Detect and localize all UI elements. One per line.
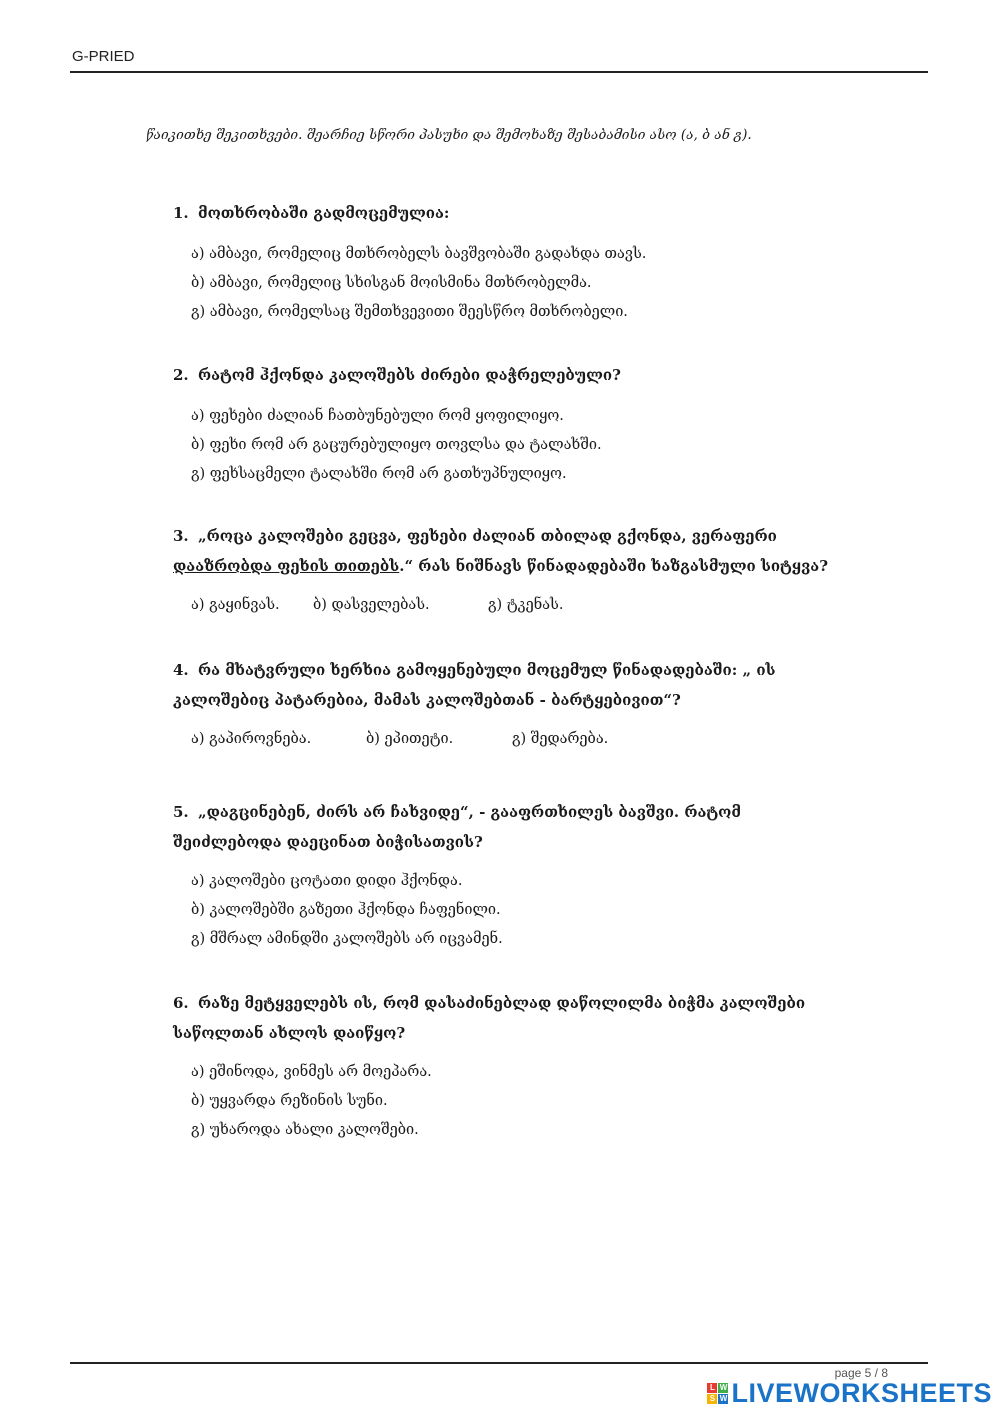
question-number: 1.: [173, 204, 189, 222]
question-5: [173, 797, 853, 954]
option-a[interactable]: ა) კალოშები ცოტათი დიდი ჰქონდა.: [191, 873, 463, 889]
options-row: [173, 591, 853, 620]
header-divider: [70, 71, 928, 73]
logo-tiles-icon: [707, 1383, 728, 1404]
question-text-part2: .“ რას ნიშნავს წინადადებაში ხაზგასმული სიტყვა?: [399, 557, 828, 575]
question-6: [173, 988, 853, 1145]
option-a[interactable]: ა) გაპიროვნება.: [191, 731, 312, 747]
options-list: [173, 1058, 853, 1145]
question-number: 2.: [173, 366, 189, 384]
question-text-line1: რა მხატვრული ხერხია გამოყენებული მოცემულ წინადადებაში: „ ის: [198, 661, 776, 679]
header-label: G-PRIED: [72, 48, 135, 65]
question-number: 3.: [173, 527, 189, 545]
logo-tile: W: [719, 1382, 728, 1392]
question-number: 4.: [173, 661, 189, 679]
option-b[interactable]: ბ) უყვარდა რეზინის სუნი.: [191, 1093, 388, 1109]
page-number: page 5 / 8: [834, 1366, 888, 1380]
option-c[interactable]: გ) უხაროდა ახალი კალოშები.: [191, 1122, 419, 1138]
options-list: [173, 867, 853, 954]
logo-tile: S: [707, 1394, 717, 1404]
option-a[interactable]: ა) ფეხები ძალიან ჩათბუნებული რომ ყოფილიყო.: [191, 408, 564, 424]
logo-text: LIVEWORKSHEETS: [731, 1377, 992, 1408]
option-a[interactable]: ა) ეშინოდა, ვინმეს არ მოეპარა.: [191, 1064, 432, 1080]
option-c[interactable]: გ) შედარება.: [512, 731, 609, 747]
question-3: [173, 521, 853, 620]
question-text-line1: რაზე მეტყველებს ის, რომ დასაძინებლად დაწოლილმა ბიჭმა კალოშები: [198, 994, 806, 1012]
question-number: 5.: [173, 803, 189, 821]
instruction-text: წაიკითხე შეკითხვები. შეარჩიე სწორი პასუხი და შემოხაზე შესაბამისი ასო (ა, ბ ან გ).: [146, 127, 752, 143]
options-row: [173, 725, 853, 754]
question-text: რატომ ჰქონდა კალოშებს ძირები დაჭრელებული?: [198, 366, 621, 384]
question-4: [173, 655, 853, 754]
question-number: 6.: [173, 994, 189, 1012]
question-text-line2: შეიძლებოდა დაეცინათ ბიჭისათვის?: [173, 833, 483, 851]
option-c[interactable]: გ) ამბავი, რომელსაც შემთხვევითი შეესწრო მთხრობელი.: [191, 304, 628, 320]
question-1: [173, 198, 873, 327]
option-b[interactable]: ბ) კალოშებში გაზეთი ჰქონდა ჩაფენილი.: [191, 902, 501, 918]
option-b[interactable]: ბ) ამბავი, რომელიც სხისგან მოისმინა მთხრობელმა.: [191, 275, 592, 291]
option-b[interactable]: ბ) ეპითეტი.: [366, 731, 454, 747]
option-c[interactable]: გ) მშრალ ამინდში კალოშებს არ იცვამენ.: [191, 931, 503, 947]
question-text-part1: „როცა კალოშები გეცვა, ფეხები ძალიან თბილად გქონდა, ვერაფერი: [198, 527, 777, 545]
question-text-line2: საწოლთან ახლოს დაიწყო?: [173, 1024, 406, 1042]
option-b[interactable]: ბ) დასველებას.: [313, 597, 430, 613]
question-text-line2: კალოშებიც პატარებია, მამას კალოშებთან - ბარტყებივით“?: [173, 691, 681, 709]
option-a[interactable]: ა) ამბავი, რომელიც მთხრობელს ბავშვობაში გადახდა თავს.: [191, 246, 647, 262]
liveworksheets-logo[interactable]: [707, 1378, 992, 1408]
options-list: [173, 402, 873, 489]
question-2: [173, 360, 873, 489]
footer-divider: [70, 1362, 928, 1364]
question-text: მოთხრობაში გადმოცემულია:: [198, 204, 450, 222]
option-a[interactable]: ა) გაყინვას.: [191, 597, 280, 613]
option-c[interactable]: გ) ფეხსაცმელი ტალახში რომ არ გათხუპნულიყო.: [191, 466, 567, 482]
options-list: [173, 240, 873, 327]
option-c[interactable]: გ) ტკენას.: [488, 597, 564, 613]
question-text-line1: „დაგცინებენ, ძირს არ ჩახვიდე“, - გააფრთხილეს ბავშვი. რატომ: [198, 803, 741, 821]
logo-tile: L: [707, 1383, 717, 1393]
option-b[interactable]: ბ) ფეხი რომ არ გაცურებულიყო თოვლსა და ტალახში.: [191, 437, 602, 453]
logo-tile: W: [719, 1393, 728, 1403]
underlined-phrase: დააზრობდა ფეხის თითებს: [173, 557, 400, 575]
